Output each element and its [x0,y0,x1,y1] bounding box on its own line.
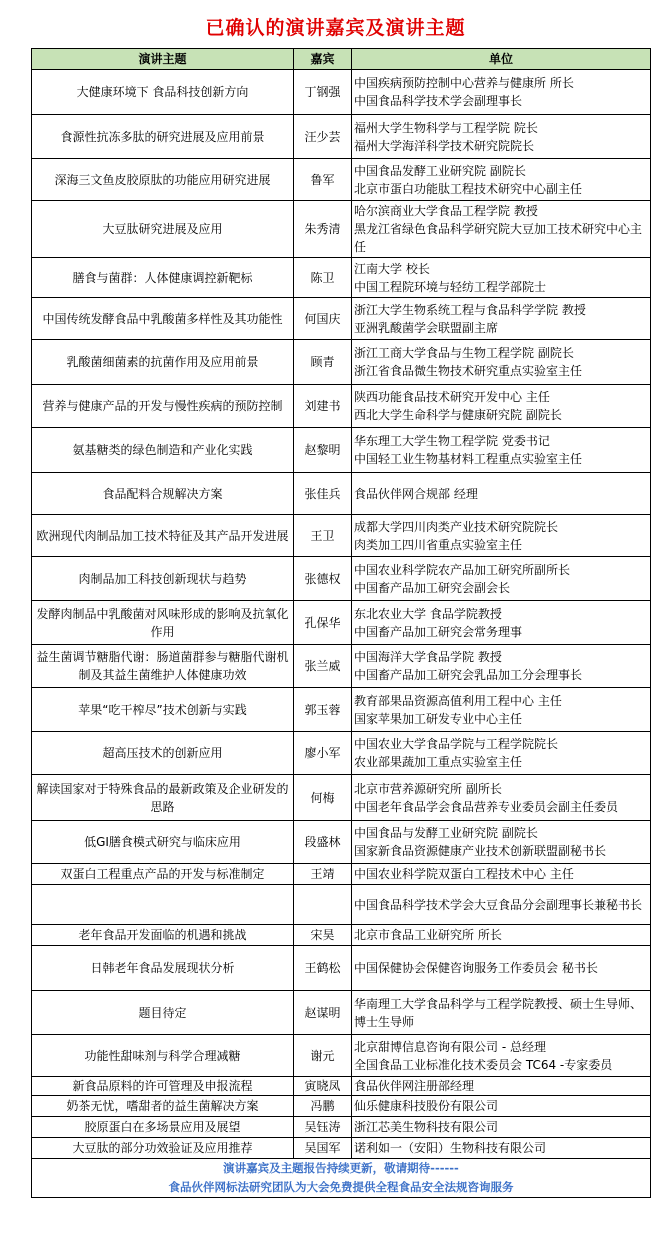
org-line: 中国食品科学技术学会副理事长 [354,94,523,108]
speaker-cell: 王靖 [294,864,352,885]
topic-cell: 大豆肽研究进展及应用 [32,201,294,258]
table-row [32,385,651,428]
org-cell [352,70,651,115]
table-row [32,885,651,925]
topic-cell: 双蛋白工程重点产品的开发与标准制定 [32,864,294,885]
speaker-cell: 郭玉蓉 [294,688,352,732]
topic-cell: 中国传统发酵食品中乳酸菌多样性及其功能性 [32,298,294,340]
table-row [32,1117,651,1138]
topic-cell: 氨基糖类的绿色制造和产业化实践 [32,428,294,473]
page-title: 已确认的演讲嘉宾及演讲主题 [205,17,466,39]
topic-cell: 日韩老年食品发展现状分析 [32,946,294,991]
table-row [32,925,651,946]
org-cell [352,473,651,515]
org-line: 中国农业科学院农产品加工研究所副所长 [354,562,571,577]
topic-cell: 解读国家对于特殊食品的最新政策及企业研发的思路 [32,775,294,821]
org-line: 福州大学生物科学与工程学院 院长 [354,120,538,135]
org-cell [352,821,651,864]
org-line: 食品伙伴网注册部经理 [354,1079,475,1093]
footer-line-1: 演讲嘉宾及主题报告持续更新，敬请期待------ [223,1161,459,1175]
topic-cell: 大健康环境下 食品科技创新方向 [32,70,294,115]
org-line: 黑龙江省绿色食品科学研究院大豆加工技术研究中心主任 [354,222,643,254]
org-line: 中国海洋大学食品学院 教授 [354,650,502,664]
header-topic: 演讲主题 [32,49,294,70]
table-header-row [32,49,651,70]
org-line: 中国畜产品加工研究会常务理事 [354,624,523,639]
org-cell [352,1035,651,1077]
table-row [32,1096,651,1117]
org-line: 华南理工大学食品科学与工程学院教授、硕士生导师、博士生导师 [354,996,643,1029]
speaker-cell: 张德权 [294,557,352,601]
org-line: 教育部果品资源高值利用工程中心 主任 [354,693,562,708]
org-cell [352,515,651,557]
table-row [32,775,651,821]
topic-cell: 题目待定 [32,991,294,1035]
topic-cell: 发酵肉制品中乳酸菌对风味形成的影响及抗氧化作用 [32,601,294,645]
org-cell [352,1096,651,1117]
org-cell [352,925,651,946]
speaker-cell: 王卫 [294,515,352,557]
org-line: 全国食品工业标准化技术委员会 TC64 -专家委员 [354,1057,613,1072]
org-line: 农业部果蔬加工重点实验室主任 [354,755,523,769]
org-cell [352,159,651,201]
org-line: 中国食品科学技术学会大豆食品分会副理事长兼秘书长 [354,897,643,912]
speaker-cell: 王鹤松 [294,946,352,991]
org-line: 浙江芯美生物科技有限公司 [354,1120,499,1134]
table-row [32,1138,651,1159]
org-cell [352,688,651,732]
topic-cell [32,885,294,925]
table-row [32,601,651,645]
org-cell [352,428,651,473]
topic-cell: 益生菌调节糖脂代谢：肠道菌群参与糖脂代谢机制及其益生菌维护人体健康功效 [32,645,294,688]
org-line: 中国工程院环境与轻纺工程学部院士 [354,279,547,294]
table-row [32,340,651,385]
speaker-cell: 鲁军 [294,159,352,201]
topic-cell: 苹果“吃干榨尽”技术创新与实践 [32,688,294,732]
org-cell [352,201,651,258]
org-line: 中国农业科学院双蛋白工程技术中心 主任 [354,867,574,881]
speaker-cell: 张佳兵 [294,473,352,515]
speaker-cell: 孔保华 [294,601,352,645]
org-line: 浙江大学生物系统工程与食品科学学院 教授 [354,302,586,317]
speaker-cell: 张兰威 [294,645,352,688]
org-line: 浙江省食品微生物技术研究重点实验室主任 [354,364,583,378]
org-line: 肉类加工四川省重点实验室主任 [354,537,523,552]
org-cell [352,601,651,645]
table-row [32,991,651,1035]
org-line: 江南大学 校长 [354,261,430,276]
footer-cell [32,1159,651,1198]
topic-cell: 功能性甜味剂与科学合理减糖 [32,1035,294,1077]
table-row [32,258,651,298]
speaker-cell: 寅晓凤 [294,1077,352,1096]
org-cell [352,991,651,1035]
table-row [32,1077,651,1096]
table-row [32,473,651,515]
org-line: 亚洲乳酸菌学会联盟副主席 [354,320,499,335]
speaker-cell: 何国庆 [294,298,352,340]
footer-line-2: 食品伙伴网标法研究团队为大会免费提供全程食品安全法规咨询服务 [168,1180,514,1194]
topic-cell: 食品配料合规解决方案 [32,473,294,515]
org-line: 东北农业大学 食品学院教授 [354,606,502,621]
speaker-cell: 吴钰涛 [294,1117,352,1138]
table-row [32,428,651,473]
org-line: 北京市营养源研究所 副所长 [354,781,502,796]
speaker-cell: 汪少芸 [294,115,352,159]
org-line: 北京市蛋白功能肽工程技术研究中心副主任 [354,181,583,196]
topic-cell: 奶茶无忧，嗜甜者的益生菌解决方案 [32,1096,294,1117]
speaker-cell [294,885,352,925]
org-cell [352,1138,651,1159]
org-line: 国家苹果加工研发专业中心主任 [354,711,523,726]
org-line: 诺利如一（安阳）生物科技有限公司 [354,1141,547,1155]
speaker-cell: 丁钢强 [294,70,352,115]
org-line: 食品伙伴网合规部 经理 [354,486,478,501]
header-org: 单位 [352,49,651,70]
table-row [32,821,651,864]
org-cell [352,258,651,298]
org-cell [352,645,651,688]
org-cell [352,340,651,385]
table-row [32,864,651,885]
table-row [32,946,651,991]
topic-cell: 大豆肽的部分功效验证及应用推荐 [32,1138,294,1159]
footer-row [32,1159,651,1198]
speaker-cell: 何梅 [294,775,352,821]
speaker-cell: 冯鹏 [294,1096,352,1117]
org-line: 中国畜产品加工研究会乳品加工分会理事长 [354,668,583,682]
org-line: 成都大学四川肉类产业技术研究院院长 [354,519,559,534]
org-cell [352,1117,651,1138]
org-line: 北京甜博信息咨询有限公司 - 总经理 [354,1039,546,1054]
org-cell [352,864,651,885]
org-line: 福州大学海洋科学技术研究院院长 [354,138,535,153]
header-speaker: 嘉宾 [294,49,352,70]
org-line: 哈尔滨商业大学食品工程学院 教授 [354,204,538,218]
table-row [32,1035,651,1077]
org-line: 陕西功能食品技术研究开发中心 主任 [354,390,550,404]
table-row [32,159,651,201]
topic-cell: 低GI膳食模式研究与临床应用 [32,821,294,864]
table-row [32,201,651,258]
org-line: 中国保健协会保健咨询服务工作委员会 秘书长 [354,961,598,975]
org-cell [352,732,651,775]
org-cell [352,946,651,991]
speaker-cell: 宋昊 [294,925,352,946]
org-line: 中国食品发酵工业研究院 副院长 [354,163,526,178]
table-row [32,515,651,557]
speaker-table [31,48,651,1198]
org-line: 西北大学生命科学与健康研究院 副院长 [354,408,562,422]
table-row [32,557,651,601]
topic-cell: 营养与健康产品的开发与慢性疾病的预防控制 [32,385,294,428]
table-body [32,70,651,1159]
speaker-cell: 赵谋明 [294,991,352,1035]
speaker-cell: 谢元 [294,1035,352,1077]
topic-cell: 食源性抗冻多肽的研究进展及应用前景 [32,115,294,159]
speaker-cell: 陈卫 [294,258,352,298]
speaker-cell: 吴国军 [294,1138,352,1159]
topic-cell: 乳酸菌细菌素的抗菌作用及应用前景 [32,340,294,385]
org-line: 中国畜产品加工研究会副会长 [354,580,511,595]
table-row [32,298,651,340]
org-line: 中国农业大学食品学院与工程学院院长 [354,737,559,751]
org-line: 中国疾病预防控制中心营养与健康所 所长 [354,76,574,90]
org-line: 仙乐健康科技股份有限公司 [354,1099,499,1113]
table-row [32,70,651,115]
topic-cell: 深海三文鱼皮胶原肽的功能应用研究进展 [32,159,294,201]
org-line: 华东理工大学生物工程学院 党委书记 [354,434,550,448]
table-row [32,645,651,688]
org-line: 北京市食品工业研究所 所长 [354,928,502,942]
speaker-cell: 段盛林 [294,821,352,864]
speaker-cell: 顾青 [294,340,352,385]
org-cell [352,385,651,428]
speaker-cell: 赵黎明 [294,428,352,473]
org-line: 浙江工商大学食品与生物工程学院 副院长 [354,346,574,360]
org-cell [352,115,651,159]
table-row [32,688,651,732]
topic-cell: 超高压技术的创新应用 [32,732,294,775]
org-line: 中国老年食品学会食品营养专业委员会副主任委员 [354,799,619,814]
topic-cell: 老年食品开发面临的机遇和挑战 [32,925,294,946]
org-cell [352,298,651,340]
org-line: 国家新食品资源健康产业技术创新联盟副秘书长 [354,844,607,858]
org-cell [352,557,651,601]
speaker-cell: 廖小军 [294,732,352,775]
topic-cell: 欧洲现代肉制品加工技术特征及其产品开发进展 [32,515,294,557]
topic-cell: 新食品原料的许可管理及申报流程 [32,1077,294,1096]
topic-cell: 膳食与菌群：人体健康调控新靶标 [32,258,294,298]
org-cell [352,775,651,821]
org-cell [352,885,651,925]
org-line: 中国食品与发酵工业研究院 副院长 [354,826,538,840]
speaker-cell: 朱秀清 [294,201,352,258]
org-cell [352,1077,651,1096]
table-row [32,115,651,159]
speaker-cell: 刘建书 [294,385,352,428]
topic-cell: 胶原蛋白在多场景应用及展望 [32,1117,294,1138]
org-line: 中国轻工业生物基材料工程重点实验室主任 [354,452,583,466]
topic-cell: 肉制品加工科技创新现状与趋势 [32,557,294,601]
table-row [32,732,651,775]
